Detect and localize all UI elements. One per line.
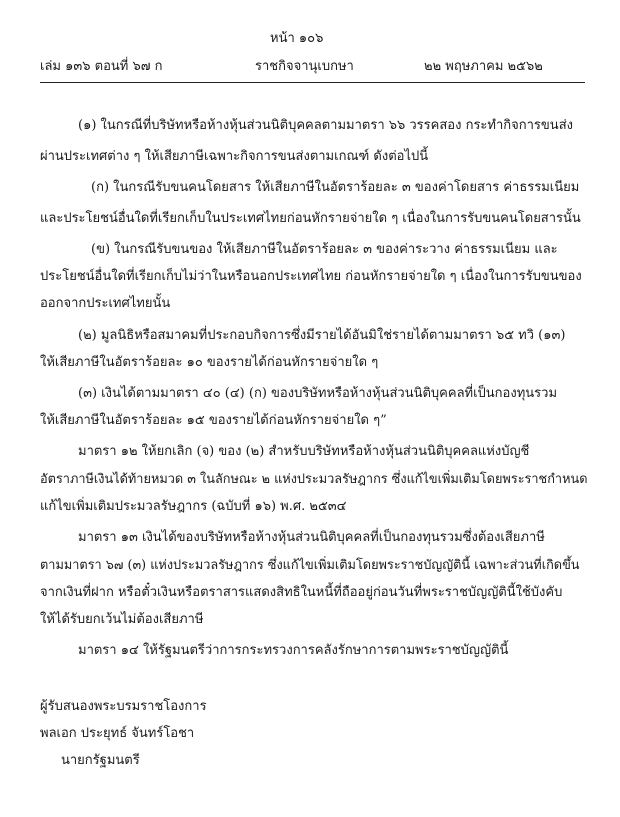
body-line: อัตราภาษีเงินได้ท้ายหมวด ๓ ในลักษณะ ๒ แห่งประมวลรัษฎากร ซึ่งแก้ไขเพิ่มเติมโดยพระราชกำหนด (40, 472, 588, 487)
body-line: ให้เสียภาษีในอัตราร้อยละ ๑๕ ของรายได้ก่อนหักรายจ่ายใด ๆ” (40, 413, 387, 428)
volume-issue: เล่ม ๑๓๖ ตอนที่ ๖๗ ก (40, 59, 163, 74)
body-line: จากเงินที่ฝาก หรือตั๋วเงินหรือตราสารแสดงสิทธิในหนี้ที่ถืออยู่ก่อนวันที่พระราชบัญญัตินี้ใช้บังคับ (40, 585, 563, 600)
body-line: ให้ได้รับยกเว้นไม่ต้องเสียภาษี (40, 612, 204, 627)
body-line: แก้ไขเพิ่มเติมประมวลรัษฎากร (ฉบับที่ ๑๖) พ.ศ. ๒๕๓๔ (40, 499, 347, 514)
body-line: ออกจากประเทศไทยนั้น (40, 296, 171, 311)
body-line: ให้เสียภาษีในอัตราร้อยละ ๑๐ ของรายได้ก่อนหักรายจ่ายใด ๆ (40, 355, 379, 370)
header-divider (40, 82, 585, 83)
body-line: (๑) ในกรณีที่บริษัทหรือห้างหุ้นส่วนนิติบุคคลตามมาตรา ๖๖ วรรคสอง กระทำกิจการขนส่ง (78, 118, 573, 133)
body-line: มาตรา ๑๔ ให้รัฐมนตรีว่าการกระทรวงการคลังรักษาการตามพระราชบัญญัตินี้ (78, 643, 509, 658)
page-number: หน้า ๑๐๖ (270, 31, 324, 46)
body-line: (๓) เงินได้ตามมาตรา ๔๐ (๔) (ก) ของบริษัทหรือห้างหุ้นส่วนนิติบุคคลที่เป็นกองทุนรวม (78, 386, 558, 401)
body-line: (๒) มูลนิธิหรือสมาคมที่ประกอบกิจการซึ่งมีรายได้อันมิใช่รายได้ตามมาตรา ๖๕ ทวิ (๑๓) (78, 328, 566, 343)
body-line: มาตรา ๑๓ เงินได้ของบริษัทหรือห้างหุ้นส่วนนิติบุคคลที่เป็นกองทุนรวมซึ่งต้องเสียภาษี (78, 530, 545, 545)
signatory-name: พลเอก ประยุทธ์ จันทร์โอชา (40, 726, 195, 741)
gazette-name: ราชกิจจานุเบกษา (255, 59, 354, 74)
body-line: และประโยชน์อื่นใดที่เรียกเก็บในประเทศไทยก่อนหักรายจ่ายใด ๆ เนื่องในการรับขนคนโดยสารนั้น (40, 211, 581, 226)
body-line: (ข) ในกรณีรับขนของ ให้เสียภาษีในอัตราร้อยละ ๓ ของค่าระวาง ค่าธรรมเนียม และ (91, 242, 558, 257)
body-line: ตามมาตรา ๖๗ (๓) แห่งประมวลรัษฎากร ซึ่งแก้ไขเพิ่มเติมโดยพระราชบัญญัตินี้ เฉพาะส่วนที่เกิดขึ้น (40, 558, 580, 573)
countersign-label: ผู้รับสนองพระบรมราชโองการ (40, 699, 207, 714)
signatory-title: นายกรัฐมนตรี (61, 753, 140, 768)
body-line: มาตรา ๑๒ ให้ยกเลิก (จ) ของ (๒) สำหรับบริษัทหรือห้างหุ้นส่วนนิติบุคคลแห่งบัญชี (78, 444, 530, 459)
body-line: ผ่านประเทศต่าง ๆ ให้เสียภาษีเฉพาะกิจการขนส่งตามเกณฑ์ ดังต่อไปนี้ (40, 149, 429, 164)
body-line: ประโยชน์อื่นใดที่เรียกเก็บไม่ว่าในหรือนอกประเทศไทย ก่อนหักรายจ่ายใด ๆ เนื่องในการรับขนของ (40, 269, 582, 284)
body-line: (ก) ในกรณีรับขนคนโดยสาร ให้เสียภาษีในอัตราร้อยละ ๓ ของค่าโดยสาร ค่าธรรมเนียม (91, 180, 580, 195)
publication-date: ๒๒ พฤษภาคม ๒๕๖๒ (424, 59, 543, 74)
